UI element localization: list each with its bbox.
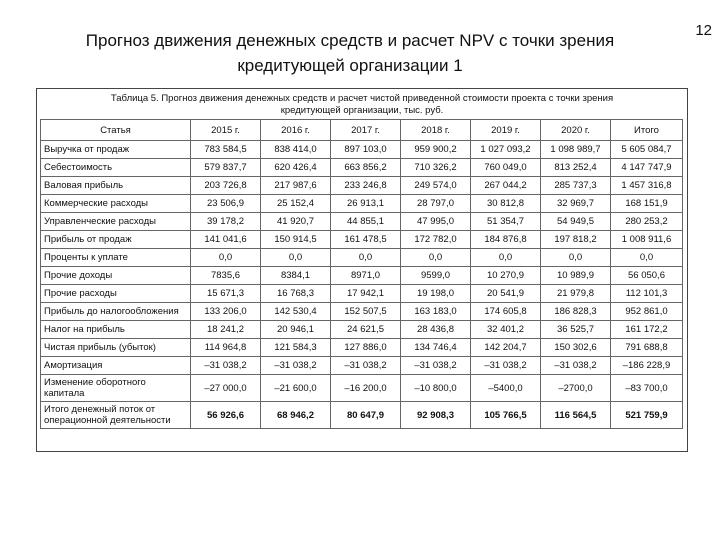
row-value-cell: –31 038,2 — [191, 357, 261, 375]
row-value-cell: 184 876,8 — [471, 231, 541, 249]
row-label: Прочие расходы — [41, 285, 191, 303]
row-value-cell: –2700,0 — [541, 375, 611, 402]
row-value-cell: 161 478,5 — [331, 231, 401, 249]
row-label: Коммерческие расходы — [41, 195, 191, 213]
row-value-cell: 203 726,8 — [191, 177, 261, 195]
row-total-cell: 56 050,6 — [611, 267, 683, 285]
row-label: Выручка от продаж — [41, 141, 191, 159]
header-2017: 2017 г. — [331, 120, 401, 141]
row-label: Проценты к уплате — [41, 249, 191, 267]
row-value-cell: –21 600,0 — [261, 375, 331, 402]
row-value-cell: 710 326,2 — [401, 159, 471, 177]
row-value-cell: –31 038,2 — [541, 357, 611, 375]
row-value-cell: 127 886,0 — [331, 339, 401, 357]
table-row — [41, 321, 683, 339]
row-label: Чистая прибыль (убыток) — [41, 339, 191, 357]
table-row — [41, 213, 683, 231]
row-label: Валовая прибыль — [41, 177, 191, 195]
row-value-cell: 150 302,6 — [541, 339, 611, 357]
header-2018: 2018 г. — [401, 120, 471, 141]
row-value-cell: 105 766,5 — [471, 402, 541, 429]
row-value-cell: 0,0 — [191, 249, 261, 267]
row-total-cell: 168 151,9 — [611, 195, 683, 213]
header-2020: 2020 г. — [541, 120, 611, 141]
row-value-cell: 68 946,2 — [261, 402, 331, 429]
row-value-cell: –31 038,2 — [471, 357, 541, 375]
row-value-cell: 233 246,8 — [331, 177, 401, 195]
table-row — [41, 375, 683, 402]
row-value-cell: 80 647,9 — [331, 402, 401, 429]
row-value-cell: 8971,0 — [331, 267, 401, 285]
row-value-cell: 0,0 — [541, 249, 611, 267]
table-row — [41, 285, 683, 303]
row-value-cell: 620 426,4 — [261, 159, 331, 177]
row-total-cell: 952 861,0 — [611, 303, 683, 321]
row-value-cell: 8384,1 — [261, 267, 331, 285]
table-row — [41, 177, 683, 195]
row-value-cell: 54 949,5 — [541, 213, 611, 231]
page-number: 12 — [695, 22, 712, 39]
row-value-cell: 150 914,5 — [261, 231, 331, 249]
title-line-1: Прогноз движения денежных средств и расчет NPV с точки зрения — [85, 31, 615, 50]
row-value-cell: 838 414,0 — [261, 141, 331, 159]
row-label: Управленческие расходы — [41, 213, 191, 231]
row-value-cell: 28 436,8 — [401, 321, 471, 339]
row-total-cell: 521 759,9 — [611, 402, 683, 429]
row-value-cell: 174 605,8 — [471, 303, 541, 321]
row-value-cell: 25 152,4 — [261, 195, 331, 213]
table-row — [41, 141, 683, 159]
table-row — [41, 303, 683, 321]
table-row — [41, 159, 683, 177]
row-total-cell: 4 147 747,9 — [611, 159, 683, 177]
row-value-cell: 18 241,2 — [191, 321, 261, 339]
row-value-cell: 15 671,3 — [191, 285, 261, 303]
row-value-cell: 133 206,0 — [191, 303, 261, 321]
row-value-cell: 897 103,0 — [331, 141, 401, 159]
row-value-cell: 51 354,7 — [471, 213, 541, 231]
caption-line-2: кредитующей организации, тыс. руб. — [280, 105, 444, 116]
row-value-cell: 285 737,3 — [541, 177, 611, 195]
row-value-cell: 28 797,0 — [401, 195, 471, 213]
table-row — [41, 357, 683, 375]
row-total-cell: 1 008 911,6 — [611, 231, 683, 249]
row-label: Прочие доходы — [41, 267, 191, 285]
row-value-cell: 23 506,9 — [191, 195, 261, 213]
row-value-cell: 172 782,0 — [401, 231, 471, 249]
row-value-cell: 20 541,9 — [471, 285, 541, 303]
row-value-cell: 44 855,1 — [331, 213, 401, 231]
row-value-cell: 959 900,2 — [401, 141, 471, 159]
header-2015: 2015 г. — [191, 120, 261, 141]
row-value-cell: 121 584,3 — [261, 339, 331, 357]
row-value-cell: 41 920,7 — [261, 213, 331, 231]
row-value-cell: 152 507,5 — [331, 303, 401, 321]
row-value-cell: –5400,0 — [471, 375, 541, 402]
row-total-cell: 0,0 — [611, 249, 683, 267]
row-value-cell: 267 044,2 — [471, 177, 541, 195]
row-value-cell: –16 200,0 — [331, 375, 401, 402]
row-value-cell: –31 038,2 — [261, 357, 331, 375]
row-value-cell: 783 584,5 — [191, 141, 261, 159]
table-row — [41, 402, 683, 429]
row-label: Прибыль до налогообложения — [41, 303, 191, 321]
cash-flow-table — [40, 119, 683, 429]
row-value-cell: 0,0 — [331, 249, 401, 267]
row-value-cell: 24 621,5 — [331, 321, 401, 339]
row-label: Прибыль от продаж — [41, 231, 191, 249]
row-value-cell: 21 979,8 — [541, 285, 611, 303]
row-value-cell: 1 027 093,2 — [471, 141, 541, 159]
row-value-cell: 10 270,9 — [471, 267, 541, 285]
row-value-cell: 32 401,2 — [471, 321, 541, 339]
table-row — [41, 249, 683, 267]
header-item: Статья — [41, 120, 191, 141]
row-value-cell: 197 818,2 — [541, 231, 611, 249]
row-value-cell: 163 183,0 — [401, 303, 471, 321]
row-value-cell: 663 856,2 — [331, 159, 401, 177]
row-value-cell: 217 987,6 — [261, 177, 331, 195]
row-total-cell: 280 253,2 — [611, 213, 683, 231]
row-value-cell: 142 204,7 — [471, 339, 541, 357]
row-value-cell: 16 768,3 — [261, 285, 331, 303]
row-value-cell: 0,0 — [261, 249, 331, 267]
row-value-cell: 186 828,3 — [541, 303, 611, 321]
row-value-cell: 9599,0 — [401, 267, 471, 285]
row-value-cell: 0,0 — [401, 249, 471, 267]
row-total-cell: 112 101,3 — [611, 285, 683, 303]
row-label: Себестоимость — [41, 159, 191, 177]
row-value-cell: 92 908,3 — [401, 402, 471, 429]
caption-line-1: Таблица 5. Прогноз движения денежных средств и расчет чистой приведенной стоимости проекта с точки зрения — [110, 93, 614, 104]
header-2016: 2016 г. — [261, 120, 331, 141]
row-value-cell: 20 946,1 — [261, 321, 331, 339]
row-value-cell: –31 038,2 — [401, 357, 471, 375]
row-total-cell: –83 700,0 — [611, 375, 683, 402]
row-value-cell: 36 525,7 — [541, 321, 611, 339]
row-value-cell: 1 098 989,7 — [541, 141, 611, 159]
row-value-cell: 116 564,5 — [541, 402, 611, 429]
row-value-cell: 7835,6 — [191, 267, 261, 285]
row-value-cell: –27 000,0 — [191, 375, 261, 402]
row-value-cell: 114 964,8 — [191, 339, 261, 357]
table-row — [41, 267, 683, 285]
row-value-cell: 56 926,6 — [191, 402, 261, 429]
row-label: Налог на прибыль — [41, 321, 191, 339]
row-value-cell: 19 198,0 — [401, 285, 471, 303]
row-total-cell: 791 688,8 — [611, 339, 683, 357]
row-total-cell: –186 228,9 — [611, 357, 683, 375]
row-value-cell: 32 969,7 — [541, 195, 611, 213]
row-value-cell: 30 812,8 — [471, 195, 541, 213]
row-total-cell: 1 457 316,8 — [611, 177, 683, 195]
row-value-cell: 39 178,2 — [191, 213, 261, 231]
title-line-2: кредитующей организации 1 — [237, 56, 463, 75]
row-value-cell: 47 995,0 — [401, 213, 471, 231]
table-header-row — [41, 120, 683, 141]
row-label: Изменение оборотного капитала — [41, 375, 191, 402]
row-value-cell: 10 989,9 — [541, 267, 611, 285]
row-value-cell: –31 038,2 — [331, 357, 401, 375]
slide-title — [30, 28, 670, 78]
header-2019: 2019 г. — [471, 120, 541, 141]
table-row — [41, 231, 683, 249]
row-total-cell: 161 172,2 — [611, 321, 683, 339]
row-value-cell: 141 041,6 — [191, 231, 261, 249]
row-value-cell: 0,0 — [471, 249, 541, 267]
row-value-cell: 813 252,4 — [541, 159, 611, 177]
row-value-cell: 760 049,0 — [471, 159, 541, 177]
row-value-cell: 26 913,1 — [331, 195, 401, 213]
row-value-cell: 17 942,1 — [331, 285, 401, 303]
row-value-cell: 579 837,7 — [191, 159, 261, 177]
row-total-cell: 5 605 084,7 — [611, 141, 683, 159]
row-value-cell: –10 800,0 — [401, 375, 471, 402]
row-value-cell: 142 530,4 — [261, 303, 331, 321]
table-caption — [40, 93, 684, 117]
table-row — [41, 195, 683, 213]
row-value-cell: 249 574,0 — [401, 177, 471, 195]
row-value-cell: 134 746,4 — [401, 339, 471, 357]
row-label: Итого денежный поток от операционной деятельности — [41, 402, 191, 429]
table-row — [41, 339, 683, 357]
row-label: Амортизация — [41, 357, 191, 375]
header-total: Итого — [611, 120, 683, 141]
